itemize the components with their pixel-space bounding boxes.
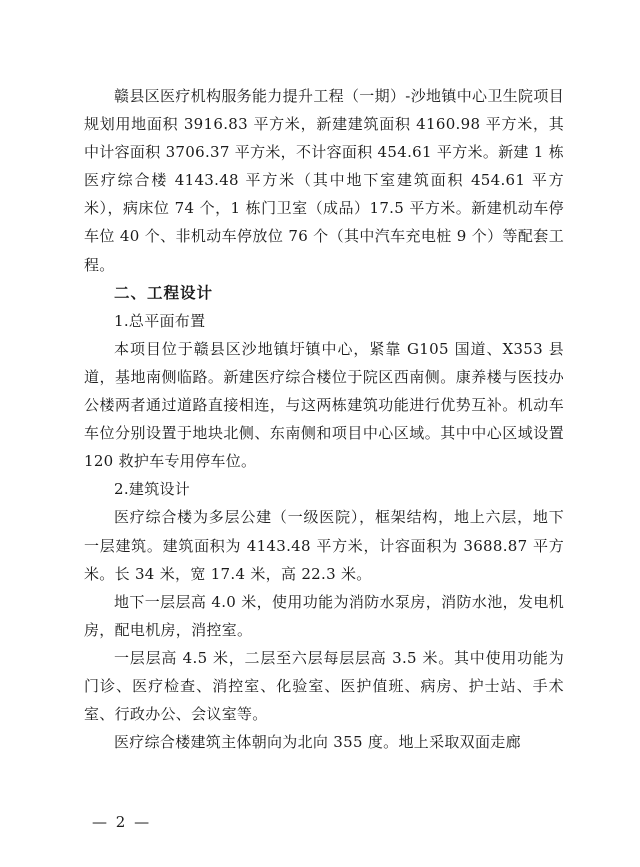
section-heading-engineering-design: 二、工程设计 (114, 283, 214, 302)
building-overview-paragraph: 医疗综合楼为多层公建（一级医院），框架结构，地上六层，地下一层建筑。建筑面积为 4143.48 平方米，计容面积为 3688.87 平方米。长 34 米，宽 17.4 米，高 22.3 米。 (84, 508, 564, 583)
document-body (84, 82, 564, 756)
orientation-paragraph: 医疗综合楼建筑主体朝向为北向 355 度。地上采取双面走廊 (114, 733, 521, 752)
page-number: — 2 — (92, 813, 152, 831)
basement-paragraph: 地下一层层高 4.0 米，使用功能为消防水泵房，消防水池，发电机房，配电机房，消控室。 (84, 592, 564, 639)
project-overview-paragraph: 赣县区医疗机构服务能力提升工程（一期）-沙地镇中心卫生院项目规划用地面积 3916.83 平方米，新建建筑面积 4160.98 平方米，其中计容面积 3706.37 平方米，不计容面积 454.61 平方米。新建 1 栋医疗综合楼 4143.48 平方米（其中地下室建筑面积 454.61 平方米），病床位 74 个，1 栋门卫室（成品）17.5 平方米。新建机动车停车位 40 个、非机动车停放位 76 个（其中汽车充电桩 9 个）等配套工程。 (84, 87, 564, 274)
floors-paragraph: 一层层高 4.5 米，二层至六层每层层高 3.5 米。其中使用功能为门诊、医疗检查、消控室、化验室、医护值班、病房、护士站、手术室、行政办公、会议室等。 (84, 648, 564, 724)
subheading-site-layout: 1.总平面布置 (114, 311, 206, 330)
site-layout-paragraph: 本项目位于赣县区沙地镇圩镇中心，紧靠 G105 国道、X353 县道，基地南侧临路。新建医疗综合楼位于院区西南侧。康养楼与医技办公楼两者通过道路直接相连，与这两栋建筑功能进行优势互补。机动车车位分别设置于地块北侧、东南侧和项目中心区域。其中中心区域设置 120 救护车专用停车位。 (84, 339, 564, 471)
subheading-architectural-design: 2.建筑设计 (114, 480, 191, 499)
